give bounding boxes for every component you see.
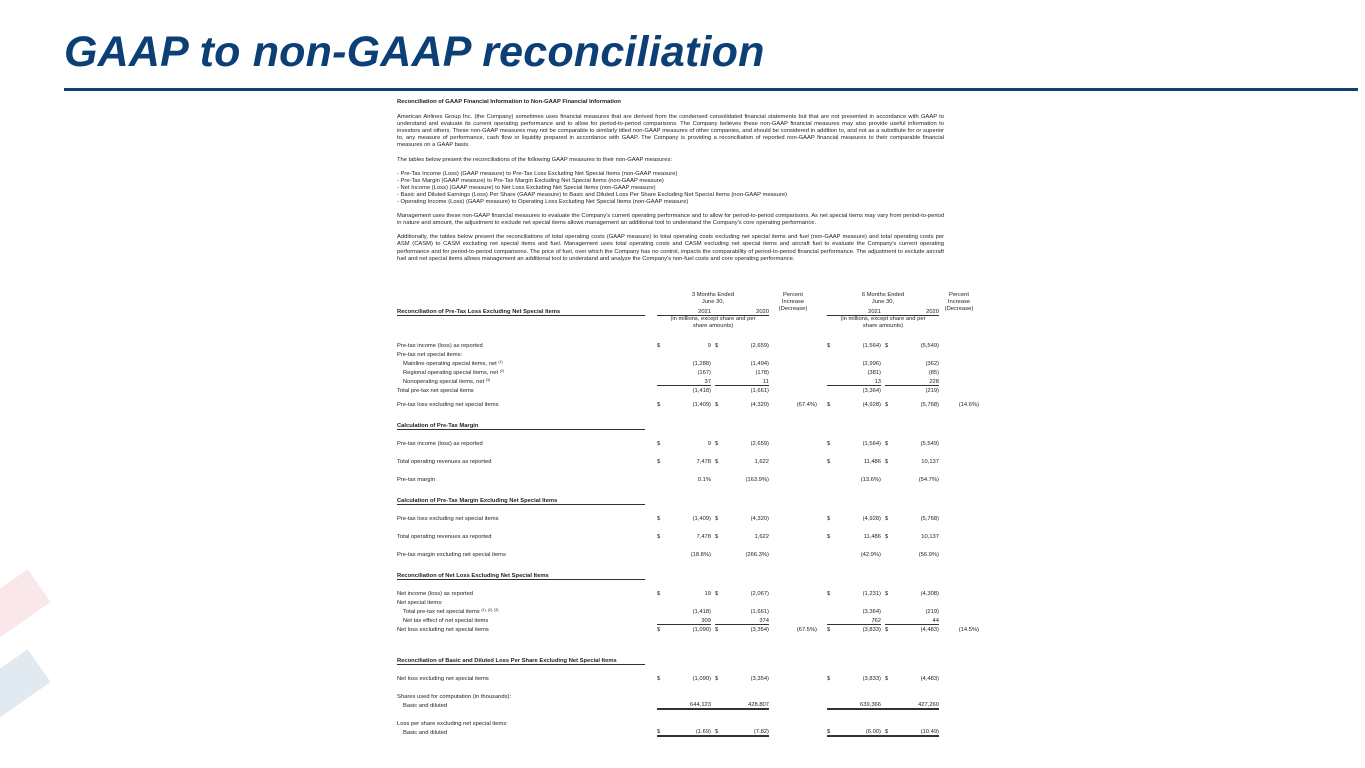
intro-paragraph-4: Additionally, the tables below present the reconciliations of total operating costs (GAAP measure) to total operating costs excluding net special items and fuel (non-GAAP measure) and total operating costs per ASM (CASM) to CASM excluding net special items and fuel. Management uses total operating costs and CASM excluding net special items and aircraft fuel to evaluate the Company's current operating performance and for period-to-period comparisons. The price of fuel, over which the Company has no control, impacts the comparability of period-to-period financial performance. The adjustment to exclude aircraft fuel and net special items allows management an additional tool to understand and analyze the Company's non-fuel costs and core operating performance. [397, 234, 944, 262]
three-months-header: 3 Months Ended June 30, [691, 292, 735, 305]
year-2021-q: 2021 [665, 306, 711, 315]
section-title: Reconciliation of Pre-Tax Loss Excluding Net Special Items [397, 306, 645, 315]
table-row: Net tax effect of net special items 309 374 762 44 [397, 615, 979, 624]
table-row: Pre-tax net special items: [397, 352, 463, 358]
intro-heading: Reconciliation of GAAP Financial Information to Non-GAAP Financial Information [397, 99, 621, 105]
title-rule [64, 88, 1358, 91]
pct-header-h: Percent Increase (Decrease) [944, 292, 974, 312]
table-row: Pre-tax income (loss) as reported $ 9 $ (2,659) $ (1,564) $ (5,549) [397, 343, 939, 349]
table-year-row [397, 306, 979, 315]
table-row: Pre-tax loss excluding net special items $ (1,409) $ (4,320) $ (4,928) $ (5,768) [397, 516, 939, 522]
list-item: - Basic and Diluted Earnings (Loss) Per Share (GAAP measure) to Basic and Diluted Loss Per Share Excluding Net Special Items (non-GAAP measure) [397, 191, 787, 198]
section-title: Reconciliation of Net Loss Excluding Net Special Items [397, 570, 645, 579]
section-header-row [397, 495, 979, 504]
units-row [397, 315, 979, 331]
intro-text [397, 99, 944, 270]
table-row: Loss per share excluding net special items: [397, 721, 508, 727]
table-row: Pre-tax margin excluding net special items (18.8%) (266.3%) (42.9%) (56.9%) [397, 552, 939, 558]
table-row: Total pre-tax net special items $^{(1), (2), (3)}$ (1,418) (1,661) (3,364) (219) [403, 608, 939, 615]
table-row: Mainline operating special items, net $^{(1)}$ (1,288) (1,494) (2,996) (362) [403, 360, 939, 367]
table-row: Pre-tax margin 0.1% (163.9%) (13.6%) (54.7%) [397, 477, 939, 483]
table-row: Basic and diluted 644,123 428,807 639,366 427,260 [403, 702, 939, 709]
section-title: Reconciliation of Basic and Diluted Loss Per Share Excluding Net Special Items [397, 655, 645, 664]
section-header-row [397, 570, 979, 579]
intro-paragraph-3: Management uses these non-GAAP financial measures to evaluate the Company's current operating performance and to allow for period-to-period comparisons. As net special items may vary from period-to-period in nature and amount, the adjustment to exclude net special items allows management an additional tool to understand the Company's core operating performance. [397, 213, 944, 227]
measure-list [397, 171, 944, 206]
table-row: Total pre-tax net special items (1,418) (1,661) (3,364) (219) [397, 388, 939, 394]
slide-title: GAAP to non-GAAP reconciliation [64, 28, 765, 76]
list-item: - Pre-Tax Income (Loss) (GAAP measure) to Pre-Tax Loss Excluding Net Special Items (non-GAAP measure) [397, 170, 678, 177]
table-header-row [397, 292, 979, 306]
list-item: - Operating Income (Loss) (GAAP measure) to Operating Loss Excluding Net Special Items (non-GAAP measure) [397, 199, 689, 206]
table-row: Shares used for computation (in thousands): [397, 694, 512, 700]
six-months-header: 6 Months Ended June 30, [861, 292, 905, 305]
year-2020-h: 2020 [893, 306, 939, 315]
table-row: Pre-tax income (loss) as reported $ 9 $ (2,659) $ (1,564) $ (5,549) [397, 441, 939, 447]
intro-paragraph-1: American Airlines Group Inc. (the Company) sometimes uses financial measures that are derived from the condensed consolidated financial statements but that are not presented in accordance with GAAP to understand and evaluate its current operating performance and to allow for period-to-period comparisons. The Company believes these non-GAAP financial measures may also provide useful information to investors and others. These non-GAAP measures may not be comparable to similarly titled non-GAAP measures of other companies, and should be considered in addition to, and not as a substitute for or superior to, any measure of performance, cash flow or liquidity prepared in accordance with GAAP. The Company is providing a reconciliation of reported non-GAAP financial measures to their comparable financial measures on a GAAP basis. [397, 114, 944, 149]
table-row: Net loss excluding net special items $ (1,090) $ (3,354) $ (3,833) $ (4,483) [397, 676, 939, 682]
table-row: Regional operating special items, net $^{(2)}$ (167) (178) (381) (85) [403, 369, 939, 376]
table-row: Net income (loss) as reported $ 19 $ (2,067) $ (1,231) $ (4,308) [397, 591, 939, 597]
list-item: - Pre-Tax Margin (GAAP measure) to Pre-Tax Margin Excluding Net Special Items (non-GAAP measure) [397, 177, 664, 184]
year-2021-h: 2021 [835, 306, 881, 315]
units-note-q: (in millions, except share and per share amounts) [670, 315, 756, 329]
table-row: Total operating revenues as reported $ 7,478 $ 1,622 $ 11,486 $ 10,137 [397, 459, 939, 465]
intro-paragraph-2: The tables below present the reconciliations of the following GAAP measures to their non-GAAP measures: [397, 156, 672, 163]
section-header-row [397, 420, 979, 429]
table-row: Nonoperating special items, net $^{(3)}$ 37 11 13 228 [403, 378, 939, 385]
list-item: - Net Income (Loss) (GAAP measure) to Net Loss Excluding Net Special Items (non-GAAP measure) [397, 184, 656, 191]
year-2020-q: 2020 [723, 306, 769, 315]
table-row: Total operating revenues as reported $ 7,478 $ 1,622 $ 11,486 $ 10,137 [397, 534, 939, 540]
reconciliation-table [397, 292, 979, 737]
table-row: Pre-tax loss excluding net special items $ (1,409) $ (4,320) (67.4%) $ (4,928) $ (5,768) (14.6%) [397, 402, 979, 408]
section-title: Calculation of Pre-Tax Margin Excluding Net Special Items [397, 495, 645, 504]
left-decorative-accent [0, 560, 60, 768]
units-note-h: (in millions, except share and per share amounts) [840, 315, 926, 329]
accent-stripe-blue [0, 649, 51, 751]
pct-header-q: Percent Increase (Decrease) [778, 292, 808, 312]
table-row: Net loss excluding net special items $ (1,090) $ (3,354) (67.5%) $ (3,833) $ (4,483) (14.5%) [397, 627, 979, 633]
section-title: Calculation of Pre-Tax Margin [397, 420, 645, 429]
table-row: Basic and diluted $ (1.69) $ (7.82) $ (6.00) $ (10.49) [403, 729, 939, 736]
section-header-row [397, 655, 979, 664]
table-row: Net special items: [397, 600, 443, 606]
